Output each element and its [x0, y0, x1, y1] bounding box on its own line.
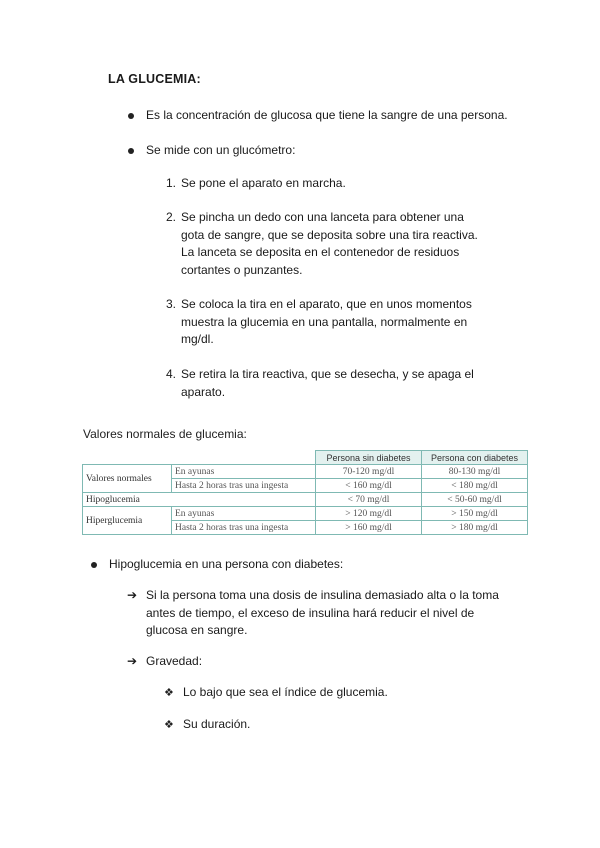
arrow-right-icon: ➔ [127, 654, 138, 668]
step-1-text: Se pone el aparato en marcha. [181, 176, 346, 190]
header-sin-diabetes: Persona sin diabetes [316, 451, 422, 465]
row-label-hiperglucemia: Hiperglucemia [83, 507, 172, 535]
step-number: 4. [165, 367, 176, 381]
step-3-text: Se coloca la tira en el aparato, que en unos momentos muestra la glucemia en una pantalla, normalmente en mg/dl. [181, 297, 472, 346]
step-4-text: Se retira la tira reactiva, que se desecha, y se apaga el aparato. [181, 367, 474, 399]
bullet-measure: Se mide con un glucómetro: [146, 143, 296, 157]
sub-item: Su duración. [183, 717, 251, 731]
bullet-dot-icon [91, 562, 97, 568]
table-row [83, 465, 528, 479]
table-row [83, 493, 528, 507]
step-number: 2. [165, 210, 176, 224]
step-2-text: Se pincha un dedo con una lanceta para obtener una gota de sangre, que se deposita sobre una tira reactiva. La lanceta se deposita en el contenedor de residuos cortantes o punzantes. [181, 210, 478, 277]
value-cell: 70-120 mg/dl [316, 465, 422, 479]
page-title: LA GLUCEMIA: [108, 72, 201, 86]
sub-item: Lo bajo que sea el índice de glucemia. [183, 685, 388, 699]
row-label-normales: Valores normales [83, 465, 172, 493]
diamond-bullet-icon: ❖ [164, 687, 174, 699]
value-cell: > 120 mg/dl [316, 507, 422, 521]
table-header-blank [83, 451, 316, 465]
header-con-diabetes: Persona con diabetes [422, 451, 528, 465]
value-cell: < 180 mg/dl [422, 479, 528, 493]
table-caption: Valores normales de glucemia: [83, 427, 247, 441]
value-cell: < 50-60 mg/dl [422, 493, 528, 507]
arrow-item-text: Si la persona toma una dosis de insulina demasiado alta o la toma antes de tiempo, el exceso de insulina hará reducir el nivel de glucosa en sangre. [146, 588, 499, 637]
value-cell: 80-130 mg/dl [422, 465, 528, 479]
cond-cell: Hasta 2 horas tras una ingesta [172, 521, 316, 535]
bullet-definition: Es la concentración de glucosa que tiene la sangre de una persona. [146, 108, 508, 122]
row-label-hipoglucemia: Hipoglucemia [83, 493, 316, 507]
step-number: 1. [165, 176, 176, 190]
glucemia-table [82, 450, 528, 535]
bullet-dot-icon [128, 113, 134, 119]
section-heading: Hipoglucemia en una persona con diabetes: [109, 557, 344, 571]
arrow-right-icon: ➔ [127, 588, 138, 602]
cond-cell: En ayunas [172, 465, 316, 479]
value-cell: > 160 mg/dl [316, 521, 422, 535]
step-number: 3. [165, 297, 176, 311]
value-cell: > 150 mg/dl [422, 507, 528, 521]
value-cell: > 180 mg/dl [422, 521, 528, 535]
table-header-row [83, 451, 528, 465]
table-row [83, 507, 528, 521]
bullet-dot-icon [128, 148, 134, 154]
cond-cell: En ayunas [172, 507, 316, 521]
cond-cell: Hasta 2 horas tras una ingesta [172, 479, 316, 493]
value-cell: < 160 mg/dl [316, 479, 422, 493]
gravedad-label: Gravedad: [146, 654, 203, 668]
diamond-bullet-icon: ❖ [164, 719, 174, 731]
value-cell: < 70 mg/dl [316, 493, 422, 507]
